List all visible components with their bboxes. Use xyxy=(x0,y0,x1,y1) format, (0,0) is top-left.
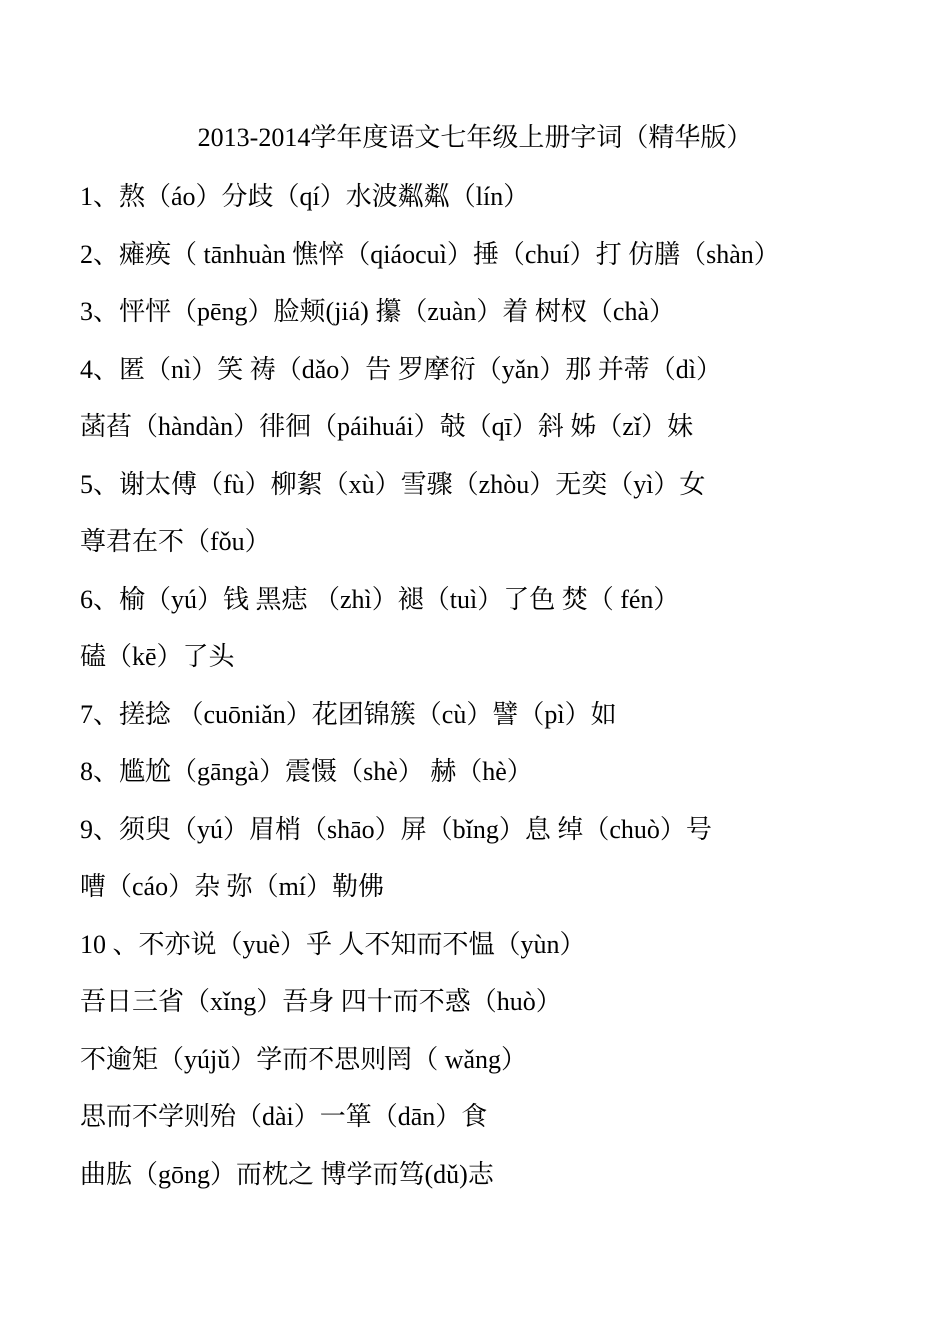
vocab-line-10-continued-4: 曲肱（gōng）而枕之 博学而笃(dǔ)志 xyxy=(80,1160,494,1189)
vocab-line-7: 7、搓捻 （cuōniǎn）花团锦簇（cù）譬（pì）如 xyxy=(80,700,617,729)
vocab-line-6: 6、榆（yú）钱 黑痣 （zhì）褪（tuì）了色 焚（ fén） xyxy=(80,585,680,614)
vocab-line-10-continued-1: 吾日三省（xǐng）吾身 四十而不惑（huò） xyxy=(80,987,562,1016)
vocab-line-9-continued: 嘈（cáo）杂 弥（mí）勒佛 xyxy=(80,872,385,901)
vocab-line-1: 1、熬（áo）分歧（qí）水波粼粼（lín） xyxy=(80,182,530,211)
vocab-line-4-continued: 菡萏（hàndàn）徘徊（páihuái）攲（qī）斜 姊（zǐ）妹 xyxy=(80,412,694,441)
vocab-line-10-continued-3: 思而不学则殆（dài）一箪（dān）食 xyxy=(80,1102,488,1131)
vocab-line-6-continued: 磕（kē）了头 xyxy=(80,642,235,671)
vocab-line-10: 10 、不亦说（yuè）乎 人不知而不愠（yùn） xyxy=(80,930,586,959)
vocab-line-10-continued-2: 不逾矩（yújǔ）学而不思则罔（ wǎng） xyxy=(80,1045,528,1074)
vocab-line-3: 3、怦怦（pēng）脸颊(jiá) 攥（zuàn）着 树杈（chà） xyxy=(80,297,676,326)
vocab-line-4: 4、匿（nì）笑 祷（dǎo）告 罗摩衍（yǎn）那 并蒂（dì） xyxy=(80,355,723,384)
vocab-line-2: 2、瘫痪（ tānhuàn 憔悴（qiáocuì）捶（chuí）打 仿膳（shàn） xyxy=(80,240,780,269)
vocab-line-9: 9、须臾（yú）眉梢（shāo）屏（bǐng）息 绰（chuò）号 xyxy=(80,815,712,844)
vocab-line-8: 8、尴尬（gāngà）震慑（shè） 赫（hè） xyxy=(80,757,533,786)
vocab-line-5: 5、谢太傅（fù）柳絮（xù）雪骤（zhòu）无奕（yì）女 xyxy=(80,470,706,499)
document-title: 2013-2014学年度语文七年级上册字词（精华版） xyxy=(197,123,753,152)
vocab-line-5-continued: 尊君在不（fǒu） xyxy=(80,527,271,556)
